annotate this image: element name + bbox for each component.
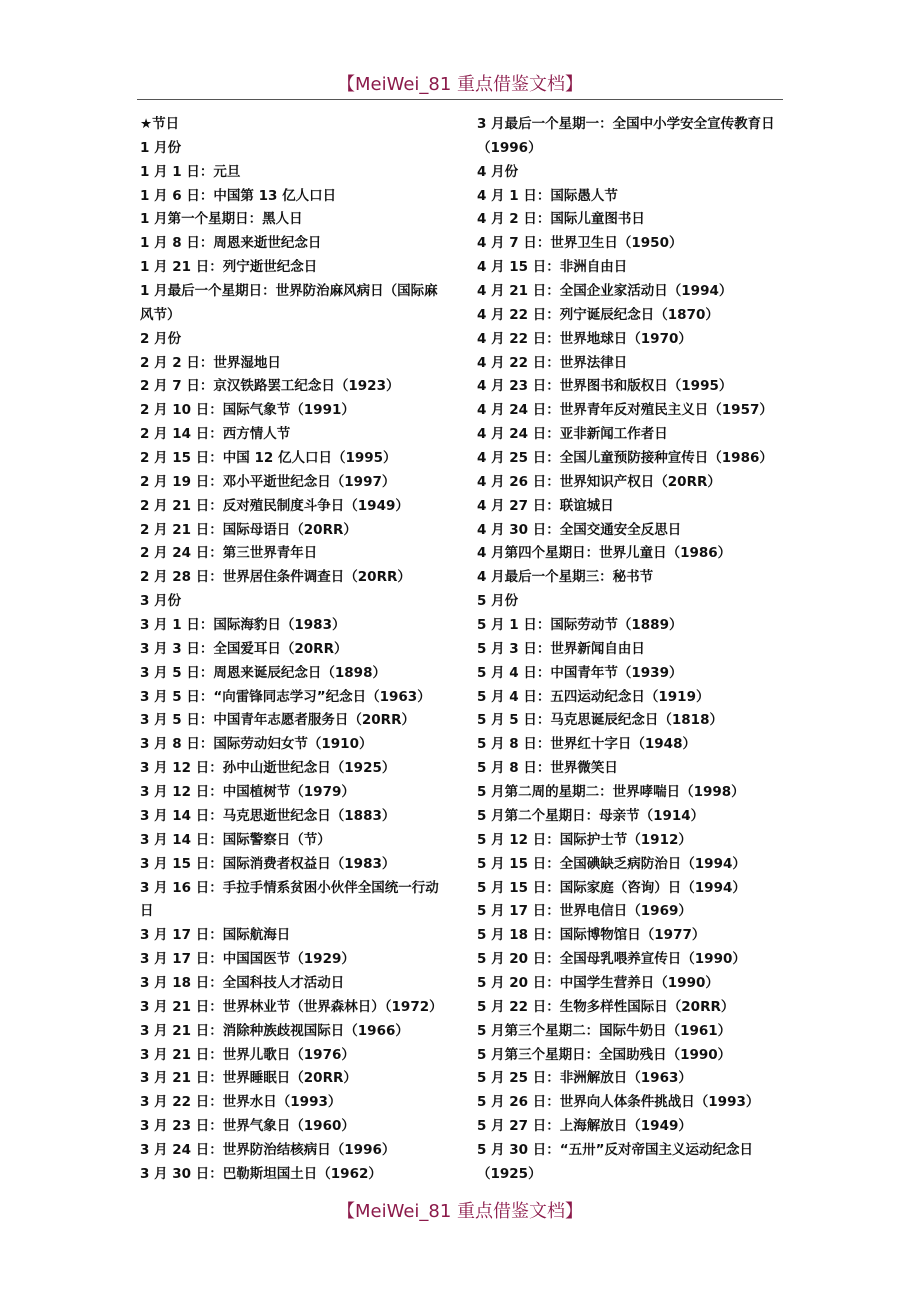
- list-item: 4 月 1 日：国际愚人节: [477, 187, 618, 204]
- list-item: 3 月 18 日：全国科技人才活动日: [140, 974, 345, 991]
- list-item: 3 月 17 日：中国国医节（1929）: [140, 951, 355, 968]
- list-item: 4 月份: [477, 163, 519, 180]
- list-item: 1 月 21 日：列宁逝世纪念日: [140, 259, 318, 276]
- list-item: 1 月份: [140, 139, 182, 156]
- left-column: [140, 113, 443, 1187]
- list-item: 3 月 21 日：消除种族歧视国际日（1966）: [140, 1022, 409, 1039]
- list-item: 3 月份: [140, 593, 182, 610]
- list-item: 4 月第四个星期日：世界儿童日（1986）: [477, 545, 732, 562]
- list-item: 5 月 25 日：非洲解放日（1963）: [477, 1070, 692, 1087]
- list-item: 3 月 21 日：世界睡眠日（20RR）: [140, 1070, 357, 1087]
- page-footer: 【MeiWei_81 重点借鉴文档】: [336, 1201, 584, 1222]
- list-item: 2 月 10 日：国际气象节（1991）: [140, 402, 355, 419]
- list-item: 5 月 20 日：全国母乳喂养宣传日（1990）: [477, 951, 746, 968]
- list-item: 5 月 12 日：国际护士节（1912）: [477, 831, 692, 848]
- list-item: 3 月 21 日：世界儿歌日（1976）: [140, 1046, 355, 1063]
- list-item: 3 月 15 日：国际消费者权益日（1983）: [140, 855, 396, 872]
- list-item: 5 月 20 日：中国学生营养日（1990）: [477, 974, 719, 991]
- list-item: 4 月 22 日：世界地球日（1970）: [477, 330, 692, 347]
- list-item: ★节日: [140, 116, 180, 132]
- list-item: 5 月 15 日：国际家庭（咨询）日（1994）: [477, 879, 746, 896]
- list-item: 4 月 22 日：世界法律日: [477, 354, 628, 371]
- list-item: 风节）: [140, 306, 181, 323]
- list-item: 3 月 12 日：孙中山逝世纪念日（1925）: [140, 760, 396, 777]
- list-item: 2 月 28 日：世界居住条件调查日（20RR）: [140, 569, 411, 586]
- list-item: 3 月 5 日：中国青年志愿者服务日（20RR）: [140, 712, 415, 729]
- list-item: 5 月 18 日：国际博物馆日（1977）: [477, 927, 706, 944]
- list-item: 5 月份: [477, 593, 519, 610]
- list-item: 3 月 17 日：国际航海日: [140, 927, 291, 944]
- list-item: 4 月 22 日：列宁诞辰纪念日（1870）: [477, 306, 719, 323]
- list-item: 3 月最后一个星期一：全国中小学安全宣传教育日: [477, 116, 775, 132]
- list-item: 2 月 21 日：国际母语日（20RR）: [140, 521, 357, 538]
- list-item: 4 月 24 日：亚非新闻工作者日: [477, 426, 668, 443]
- list-item: 1 月 6 日：中国第 13 亿人口日: [140, 187, 337, 204]
- list-item: 1 月 8 日：周恩来逝世纪念日: [140, 235, 322, 252]
- list-item: 5 月 4 日：中国青年节（1939）: [477, 664, 683, 681]
- list-item: 5 月第三个星期二：国际牛奶日（1961）: [477, 1022, 732, 1039]
- list-item: 3 月 23 日：世界气象日（1960）: [140, 1118, 355, 1135]
- list-item: 5 月 30 日：“五卅”反对帝国主义运动纪念日: [477, 1141, 754, 1158]
- list-item: 2 月 2 日：世界湿地日: [140, 354, 281, 371]
- list-item: 2 月份: [140, 330, 182, 347]
- list-item: 3 月 30 日：巴勒斯坦国土日（1962）: [140, 1165, 382, 1182]
- list-item: 日: [140, 903, 154, 920]
- list-item: 2 月 24 日：第三世界青年日: [140, 545, 318, 562]
- list-item: 3 月 5 日：“向雷锋同志学习”纪念日（1963）: [140, 688, 431, 705]
- list-item: 2 月 14 日：西方情人节: [140, 426, 291, 443]
- list-item: 2 月 15 日：中国 12 亿人口日（1995）: [140, 450, 397, 467]
- list-item: 5 月第二个星期日：母亲节（1914）: [477, 807, 705, 824]
- list-item: 5 月 27 日：上海解放日（1949）: [477, 1118, 692, 1135]
- list-item: 5 月 8 日：世界红十字日（1948）: [477, 736, 696, 753]
- list-item: 4 月 23 日：世界图书和版权日（1995）: [477, 378, 733, 395]
- list-item: 2 月 19 日：邓小平逝世纪念日（1997）: [140, 473, 396, 490]
- list-item: 4 月 26 日：世界知识产权日（20RR）: [477, 473, 721, 490]
- list-item: 3 月 16 日：手拉手情系贫困小伙伴全国统一行动: [140, 879, 439, 896]
- list-item: 2 月 21 日：反对殖民制度斗争日（1949）: [140, 497, 409, 514]
- list-item: 1 月 1 日：元旦: [140, 163, 241, 180]
- list-item: 3 月 21 日：世界林业节（世界森林日）（1972）: [140, 998, 443, 1015]
- list-item: 5 月 3 日：世界新闻自由日: [477, 640, 645, 657]
- list-item: 5 月 5 日：马克思诞辰纪念日（1818）: [477, 712, 723, 729]
- list-item: 3 月 12 日：中国植树节（1979）: [140, 784, 355, 801]
- page-header: 【MeiWei_81 重点借鉴文档】: [336, 74, 584, 95]
- list-item: 5 月 1 日：国际劳动节（1889）: [477, 617, 683, 634]
- list-item: 5 月 22 日：生物多样性国际日（20RR）: [477, 998, 735, 1015]
- list-item: （1996）: [477, 139, 542, 156]
- list-item: 3 月 5 日：周恩来诞辰纪念日（1898）: [140, 664, 386, 681]
- list-item: 3 月 14 日：国际警察日（节）: [140, 831, 331, 848]
- list-item: 4 月 15 日：非洲自由日: [477, 259, 628, 276]
- list-item: 3 月 14 日：马克思逝世纪念日（1883）: [140, 807, 396, 824]
- list-item: （1925）: [477, 1165, 542, 1182]
- list-item: 4 月 24 日：世界青年反对殖民主义日（1957）: [477, 402, 773, 419]
- list-item: 4 月最后一个星期三：秘书节: [477, 569, 654, 586]
- list-item: 1 月第一个星期日：黑人日: [140, 211, 303, 228]
- list-item: 4 月 2 日：国际儿童图书日: [477, 211, 645, 228]
- list-item: 1 月最后一个星期日：世界防治麻风病日（国际麻: [140, 283, 438, 300]
- list-item: 3 月 24 日：世界防治结核病日（1996）: [140, 1141, 396, 1158]
- list-item: 5 月第二周的星期二：世界哮喘日（1998）: [477, 784, 745, 801]
- list-item: 3 月 8 日：国际劳动妇女节（1910）: [140, 736, 373, 753]
- list-item: 4 月 27 日：联谊城日: [477, 497, 614, 514]
- list-item: 5 月 17 日：世界电信日（1969）: [477, 903, 692, 920]
- list-item: 5 月 15 日：全国碘缺乏病防治日（1994）: [477, 855, 746, 872]
- list-item: 5 月 26 日：世界向人体条件挑战日（1993）: [477, 1094, 760, 1111]
- list-item: 3 月 1 日：国际海豹日（1983）: [140, 617, 346, 634]
- right-column: [477, 113, 775, 1187]
- list-item: 4 月 21 日：全国企业家活动日（1994）: [477, 283, 733, 300]
- list-item: 3 月 3 日：全国爱耳日（20RR）: [140, 640, 348, 657]
- list-item: 4 月 25 日：全国儿童预防接种宣传日（1986）: [477, 450, 773, 467]
- list-item: 5 月第三个星期日：全国助残日（1990）: [477, 1046, 732, 1063]
- header-divider: [137, 99, 783, 100]
- list-item: 5 月 4 日：五四运动纪念日（1919）: [477, 688, 710, 705]
- list-item: 2 月 7 日：京汉铁路罢工纪念日（1923）: [140, 378, 400, 395]
- list-item: 5 月 8 日：世界微笑日: [477, 760, 618, 777]
- list-item: 3 月 22 日：世界水日（1993）: [140, 1094, 342, 1111]
- list-item: 4 月 7 日：世界卫生日（1950）: [477, 235, 683, 252]
- list-item: 4 月 30 日：全国交通安全反思日: [477, 521, 682, 538]
